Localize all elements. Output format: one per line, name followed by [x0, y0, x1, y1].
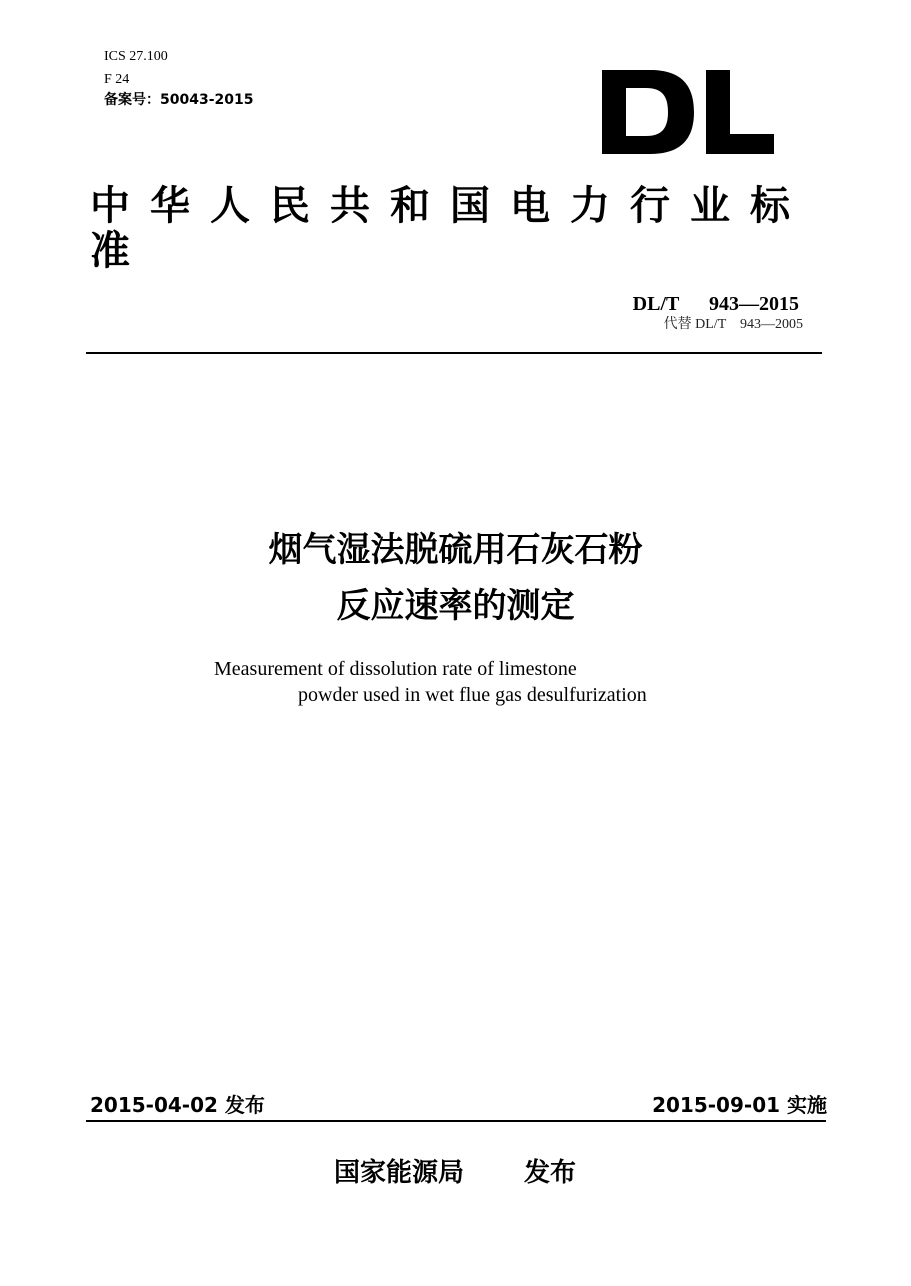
standard-code: DL/T 943—2015 — [632, 293, 799, 315]
chinese-title-line2: 反应速率的测定 — [336, 586, 575, 626]
replaces-standard: 代替 DL/T 943—2005 — [663, 317, 803, 332]
english-title-line2: powder used in wet flue gas desulfurization — [298, 684, 647, 706]
publisher-name: 国家能源局 — [334, 1158, 465, 1188]
dl-logo — [598, 70, 774, 154]
implementation-date: 2015-09-01 实施 — [652, 1093, 827, 1117]
footer-divider — [86, 1120, 826, 1122]
standard-type-line2: 准 — [90, 228, 130, 274]
ccs-code: F 24 — [104, 72, 130, 87]
header-divider — [86, 352, 822, 354]
english-title-line1: Measurement of dissolution rate of limestone — [214, 658, 577, 680]
standard-type-line1: 中华人民共和国电力行业标 — [90, 183, 810, 229]
publish-label: 发布 — [524, 1158, 577, 1188]
chinese-title-line1: 烟气湿法脱硫用石灰石粉 — [268, 530, 643, 570]
record-number: 备案号：50043-2015 — [104, 92, 254, 108]
issue-date: 2015-04-02 发布 — [90, 1093, 265, 1117]
ics-code: ICS 27.100 — [104, 49, 168, 64]
